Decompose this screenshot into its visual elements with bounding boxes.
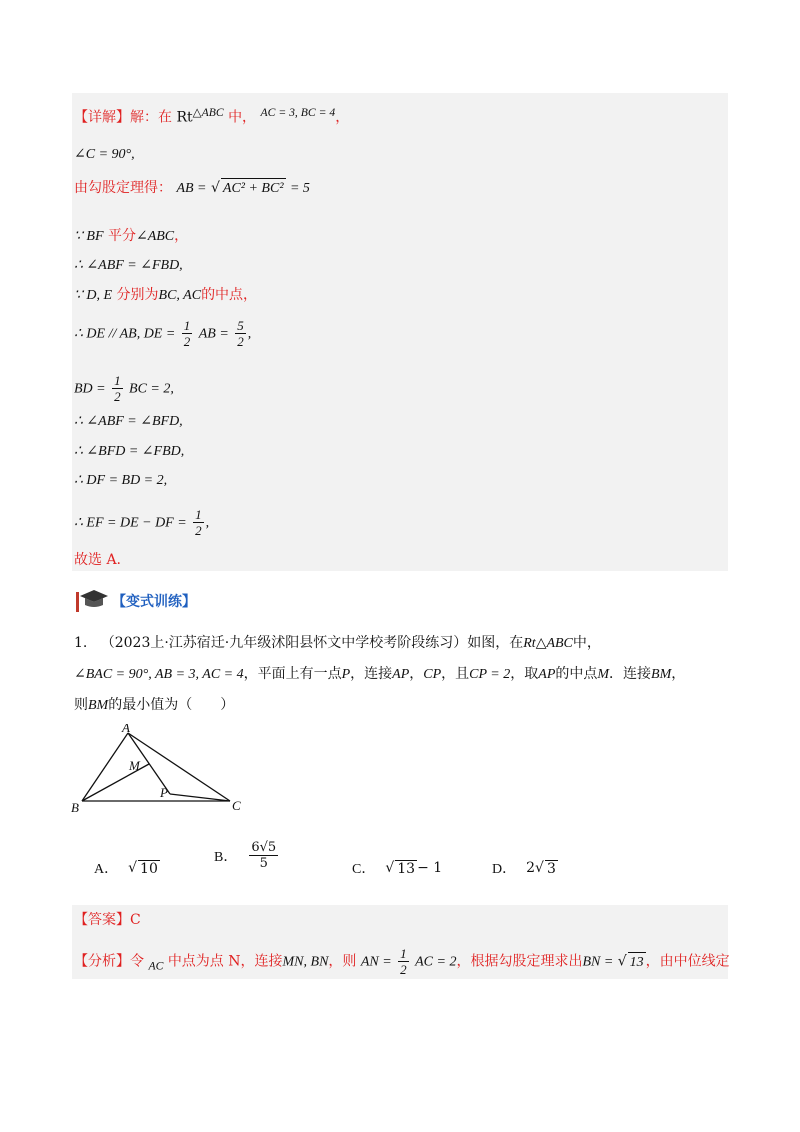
segment-ab bbox=[82, 733, 128, 801]
option-a-radicand: 10 bbox=[140, 860, 158, 877]
q-text7: 的中点 bbox=[555, 666, 598, 682]
pythag-line: 由勾股定理得： AB = √ AC² + BC² = 5 bbox=[74, 178, 310, 199]
option-b[interactable] bbox=[214, 840, 280, 871]
bisector-comma: ， bbox=[174, 228, 189, 244]
section-title: 【变式训练】 bbox=[112, 594, 196, 610]
bd-rhs: BC = 2, bbox=[129, 381, 174, 397]
bd-lhs: BD = bbox=[74, 381, 106, 397]
choose-answer: 故选 A. bbox=[74, 552, 122, 568]
ef-end: , bbox=[205, 515, 210, 531]
q-line3-post: 的最小值为（ ） bbox=[108, 697, 235, 713]
midpoint-text: 分别为 bbox=[116, 287, 159, 303]
q-text2: ，平面上有一点 bbox=[243, 666, 342, 682]
analysis-an: AN = bbox=[360, 954, 392, 970]
bisector-text: 平分 bbox=[107, 228, 136, 244]
de-parallel-line bbox=[74, 318, 251, 349]
triangle-diagram bbox=[66, 724, 256, 820]
comma: ， bbox=[335, 109, 350, 126]
rt-label: Rt bbox=[176, 109, 193, 126]
answer-line bbox=[74, 910, 141, 930]
option-label: C． bbox=[352, 862, 376, 877]
label-p: P bbox=[160, 785, 168, 800]
fraction-half bbox=[398, 946, 409, 977]
frac-den: 2 bbox=[195, 523, 202, 538]
q-p: P bbox=[341, 667, 351, 682]
frac-num: 1 bbox=[114, 373, 121, 388]
q-text8: ．连接 bbox=[609, 666, 652, 682]
analysis-t2: 中点为点 N，连接 bbox=[167, 953, 283, 970]
detail-intro: 解：在 bbox=[130, 109, 172, 126]
frac-num: 1 bbox=[195, 507, 202, 522]
frac-num: 1 bbox=[400, 946, 407, 961]
ef-lhs: ∴ EF = DE − DF = bbox=[74, 515, 187, 531]
analysis-mnbn: MN, BN bbox=[282, 954, 329, 970]
label-m: M bbox=[129, 758, 140, 773]
q-text9: ， bbox=[671, 666, 686, 682]
analysis-tag: 【分析】 bbox=[74, 953, 130, 970]
pythag-rhs: = 5 bbox=[289, 181, 310, 196]
analysis-t5: ，由中位线定 bbox=[645, 953, 730, 970]
de-parallel: ∴ DE // AB, DE = bbox=[74, 326, 176, 342]
bisector-bf: ∵ BF bbox=[74, 229, 104, 244]
question-number: 1. bbox=[74, 635, 88, 651]
abf-bfd: ∴ ∠ABF = ∠BFD, bbox=[74, 414, 183, 429]
q-text4: ， bbox=[409, 666, 424, 682]
fraction-half bbox=[112, 373, 123, 404]
label-b: B bbox=[71, 800, 79, 815]
frac-den: 2 bbox=[183, 334, 191, 349]
option-c-suffix: − 1 bbox=[417, 860, 443, 876]
q-m: M bbox=[597, 667, 610, 682]
question-line-2 bbox=[74, 664, 685, 685]
solution-line-1 bbox=[74, 103, 349, 128]
frac-den: 5 bbox=[259, 856, 268, 871]
option-label: B． bbox=[214, 849, 238, 865]
detail-tag: 【详解】 bbox=[74, 109, 130, 126]
midpoint-line bbox=[74, 285, 257, 306]
analysis-bn-radicand: 13 bbox=[628, 952, 646, 973]
question-line-1 bbox=[74, 633, 601, 654]
question-rt: Rt△ABC bbox=[523, 636, 573, 651]
q-ap: AP bbox=[392, 667, 410, 682]
pythag-lhs: AB = bbox=[176, 181, 207, 196]
question-zhong: 中， bbox=[572, 635, 601, 651]
q-cp2: CP = 2 bbox=[469, 667, 511, 682]
option-d-radicand: 3 bbox=[546, 860, 556, 877]
frac-num: 5 bbox=[237, 318, 244, 333]
q-cond: ∠BAC = 90°, AB = 3, AC = 4 bbox=[74, 667, 244, 682]
angle-c: ∠C = 90°, bbox=[74, 147, 135, 162]
bisector-line bbox=[74, 226, 188, 247]
option-label: A． bbox=[94, 862, 119, 877]
q-text6: ，取 bbox=[510, 666, 539, 682]
analysis-t1: 令 bbox=[130, 953, 144, 970]
answer-tag: 【答案】 bbox=[74, 912, 130, 928]
q-text3: ，连接 bbox=[350, 666, 393, 682]
midpoint-de: ∵ D, E bbox=[74, 288, 113, 303]
question-source: （2023上·江苏宿迁·九年级沭阳县怀文中学校考阶段练习）如图，在 bbox=[100, 635, 524, 651]
abf-fbd: ∴ ∠ABF = ∠FBD, bbox=[74, 258, 183, 273]
frac-den: 2 bbox=[114, 389, 121, 404]
option-label: D． bbox=[492, 862, 517, 877]
label-c: C bbox=[232, 798, 241, 813]
triangle-name: △ABC bbox=[192, 106, 224, 119]
label-a: A bbox=[122, 724, 130, 735]
option-a[interactable]: A． √ 10 bbox=[94, 860, 158, 877]
analysis-t3: ，则 bbox=[328, 953, 357, 970]
pythag-radicand: AC² + BC² bbox=[221, 178, 286, 199]
analysis-ac: AC bbox=[148, 959, 164, 973]
de-ab: AB = bbox=[198, 326, 229, 342]
bisector-angle: ∠ABC bbox=[135, 229, 175, 244]
q-bm2: BM bbox=[88, 698, 109, 713]
midpoint-segments: BC, AC bbox=[158, 288, 202, 303]
midpoint-end: 的中点， bbox=[201, 287, 258, 303]
pythag-prefix: 由勾股定理得： bbox=[74, 180, 172, 196]
q-text5: ，且 bbox=[441, 666, 470, 682]
fraction-five-halves bbox=[235, 318, 246, 349]
analysis-t4: ，根据勾股定理求出 bbox=[456, 953, 583, 970]
q-cp: CP bbox=[423, 667, 442, 682]
frac-num: 1 bbox=[183, 318, 191, 333]
q-bm: BM bbox=[651, 667, 672, 682]
answer-value: C bbox=[130, 912, 141, 928]
given-lengths: AC = 3, BC = 4 bbox=[260, 106, 336, 119]
graduation-cap-icon bbox=[74, 588, 108, 614]
fraction-half bbox=[182, 318, 193, 349]
ef-line bbox=[74, 507, 209, 538]
frac-num: 6√5 bbox=[251, 840, 277, 855]
frac-den: 2 bbox=[237, 334, 244, 349]
option-b-fraction bbox=[249, 840, 278, 871]
option-c-radicand: 13 bbox=[397, 860, 416, 877]
option-c[interactable]: C． √ 13 − 1 bbox=[352, 860, 443, 877]
fraction-half bbox=[193, 507, 204, 538]
frac-den: 2 bbox=[400, 962, 407, 977]
bd-line bbox=[74, 373, 174, 404]
analysis-an-rhs: AC = 2 bbox=[415, 954, 457, 970]
section-header bbox=[74, 588, 196, 614]
q-ap2: AP bbox=[538, 667, 556, 682]
de-end: , bbox=[247, 326, 252, 342]
question-line-3 bbox=[74, 695, 234, 716]
df-bd: ∴ DF = BD = 2, bbox=[74, 473, 168, 488]
analysis-line: 【分析】令 $_{AC}$ 中点为点 N，连接MN, BN，则 AN = $\frac{1}{2}$ AC = 2，根据勾股定理求出BN = √ 13 ，由中位线定 bbox=[74, 946, 730, 977]
zhong: 中， bbox=[228, 109, 257, 126]
bfd-fbd: ∴ ∠BFD = ∠FBD, bbox=[74, 444, 185, 459]
option-d-prefix: 2 bbox=[526, 860, 536, 876]
option-d[interactable]: D． 2 √ 3 bbox=[492, 860, 556, 877]
analysis-bn: BN = bbox=[582, 954, 614, 970]
q-line3-pre: 则 bbox=[74, 697, 88, 713]
